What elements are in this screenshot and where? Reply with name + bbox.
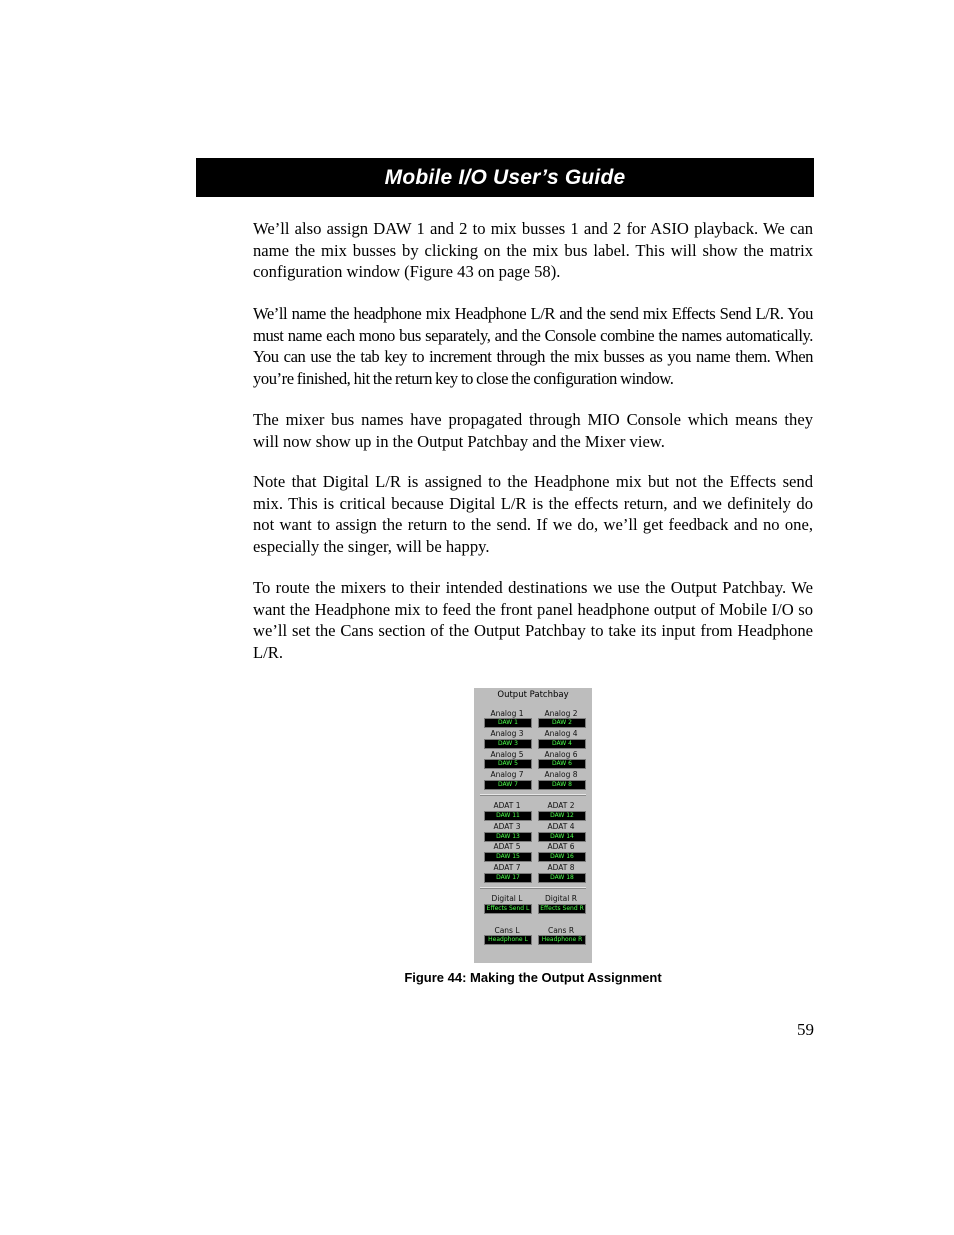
output-label: ADAT 6 <box>547 842 575 851</box>
output-source-select[interactable]: DAW 13 <box>484 832 532 842</box>
section-divider <box>480 887 586 889</box>
output-label: ADAT 5 <box>493 842 521 851</box>
output-label: Cans L <box>494 926 520 935</box>
output-label: Analog 4 <box>544 729 578 738</box>
output-label: ADAT 7 <box>493 863 521 872</box>
output-label: Analog 2 <box>544 709 578 718</box>
output-source-select[interactable]: DAW 16 <box>538 852 586 862</box>
paragraph-1: We’ll also assign DAW 1 and 2 to mix busses 1 and 2 for ASIO playback. We can name the mix busses by clicking on the mix bus label. This will show the matrix configuration window (Figure 43 on page 58). <box>253 219 813 282</box>
guide-title: Mobile I/O User’s Guide <box>384 165 626 189</box>
page-number: 59 <box>797 1020 814 1039</box>
header-bar <box>196 158 814 197</box>
output-label: Digital L <box>491 894 523 903</box>
output-label: Analog 8 <box>544 770 578 779</box>
output-label: Digital R <box>545 894 577 903</box>
output-source-select[interactable]: DAW 12 <box>538 811 586 821</box>
output-source-select[interactable]: DAW 18 <box>538 873 586 883</box>
output-label: Analog 7 <box>490 770 524 779</box>
output-source-select[interactable]: DAW 11 <box>484 811 532 821</box>
output-label: ADAT 2 <box>547 801 575 810</box>
output-source-select[interactable]: DAW 2 <box>538 718 586 728</box>
output-label: Cans R <box>547 926 575 935</box>
output-label: ADAT 3 <box>493 822 521 831</box>
output-label: ADAT 4 <box>547 822 575 831</box>
output-source-select[interactable]: DAW 4 <box>538 739 586 749</box>
output-label: Analog 3 <box>490 729 524 738</box>
paragraph-2: We’ll name the headphone mix Headphone L/R and the send mix Effects Send L/R. You must name each mono bus separately, and the Console combine the names automatically. You can use the tab key to increment through the mix busses as you name them. When you’re finished, hit the return key to close the configuration window. <box>253 304 813 389</box>
output-source-select[interactable]: DAW 14 <box>538 832 586 842</box>
output-source-select[interactable]: Headphone R <box>538 935 586 945</box>
paragraph-3: The mixer bus names have propagated through MIO Console which means they will now show up in the Output Patchbay and the Mixer view. <box>253 410 813 451</box>
output-source-select[interactable]: Headphone L <box>484 935 532 945</box>
output-source-select[interactable]: DAW 1 <box>484 718 532 728</box>
output-patchbay-panel <box>474 688 592 963</box>
output-source-select[interactable]: DAW 7 <box>484 780 532 790</box>
output-source-select[interactable]: DAW 5 <box>484 759 532 769</box>
output-source-select[interactable]: DAW 6 <box>538 759 586 769</box>
output-source-select[interactable]: DAW 8 <box>538 780 586 790</box>
output-label: Analog 1 <box>490 709 524 718</box>
paragraph-4: Note that Digital L/R is assigned to the Headphone mix but not the Effects send mix. This is critical because Digital L/R is the effects return, and we definitely do not want to assign the return to the send. If we do, we’ll get feedback and no one, especially the singer, will be happy. <box>253 472 813 557</box>
output-label: Analog 6 <box>544 750 578 759</box>
paragraph-5: To route the mixers to their intended destinations we use the Output Patchbay. We want the Headphone mix to feed the front panel headphone output of Mobile I/O so we’ll set the Cans section of the Output Patchbay to take its input from Headphone L/R. <box>253 578 813 663</box>
output-source-select[interactable]: Effects Send R <box>538 904 586 914</box>
output-source-select[interactable]: DAW 17 <box>484 873 532 883</box>
output-source-select[interactable]: DAW 15 <box>484 852 532 862</box>
figure-caption: Figure 44: Making the Output Assignment <box>404 970 662 985</box>
output-label: ADAT 1 <box>493 801 521 810</box>
output-label: Analog 5 <box>490 750 524 759</box>
output-source-select[interactable]: DAW 3 <box>484 739 532 749</box>
patchbay-title: Output Patchbay <box>497 690 569 700</box>
output-source-select[interactable]: Effects Send L <box>484 904 532 914</box>
section-divider <box>480 794 586 796</box>
output-label: ADAT 8 <box>547 863 575 872</box>
